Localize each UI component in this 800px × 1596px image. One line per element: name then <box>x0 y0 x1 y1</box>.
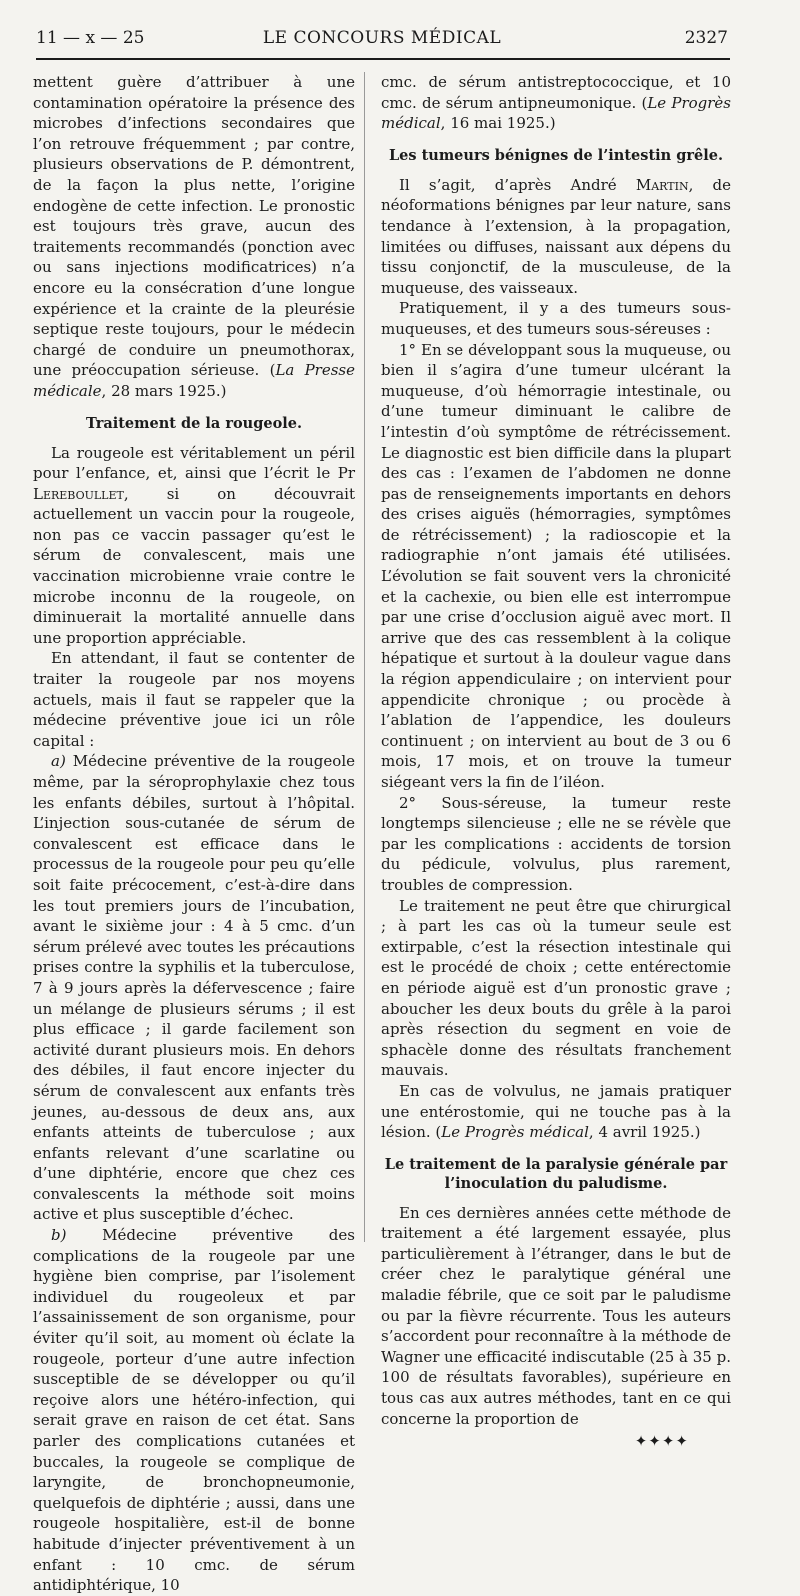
journal-title: LE CONCOURS MÉDICAL <box>262 28 502 48</box>
source-citation: Le Progrès médical <box>441 1123 589 1142</box>
paragraph: 1° En se développant sous la muqueuse, ou bien il s’agira d’une tumeur ulcérant la muqueuse, d’où hémorragie intestinale, ou d’une tumeur diminuant le calibre de l’intestin d’où symptôme de rétrécissement. Le diagnostic est bien difficile dans la plupart des cas : l’examen de l’abdomen ne donne pas de renseignements importants en dehors des crises aiguës (hémorragies, symptômes de rétrécissement) ; la radioscopie et la radiographie n’ont jamais été utilisées. L’évolution se fait souvent vers la chronicité et la cachexie, ou bien elle est interrompue par une crise d’occlusion aiguë avec mort. Il arrive que des cas ressemblent à la colique hépatique et surtout à la douleur vague dans la région appendiculaire ; on intervient pour appendicite chronique ; ou procède à l’ablation de l’appendice, les douleurs continuent ; on intervient au bout de 3 ou 6 mois, 17 mois, et on trouve la tumeur siégeant vers la fin de l’iléon. <box>381 340 731 791</box>
paragraph: a) Médecine préventive de la rougeole même, par la séroprophylaxie chez tous les enfants débiles, surtout à l’hôpital. L’injection sous-cutanée de sérum de convalescent est efficace dans le processus de la rougeole pour peu qu’elle soit faite précocement, c’est-à-dire dans les tout premiers jours de l’incubation, avant le sixième jour : 4 à 5 cmc. d’un sérum prélevé avec toutes les précautions prises contre la syphilis et la tuberculose, 7 à 9 jours après la défervescence ; faire un mélange de plusieurs sérums ; il est plus efficace ; il garde facilement son activité durant plusieurs mois. En dehors des débiles, il faut encore injecter du sérum de convalescent aux enfants très jeunes, au-dessous de deux ans, aux enfants atteints de tuberculose ; aux enfants relevant d’une scarlatine ou d’une diphtérie, encore que chez ces convalescents la méthode soit moins active et plus susceptible d’échec. <box>33 752 355 1224</box>
paragraph: Pratiquement, il y a des tumeurs sous-muqueuses, et des tumeurs sous-séreuses : <box>381 299 731 338</box>
page-number: 2327 <box>684 28 728 48</box>
paragraph: Il s’agit, d’après André Martin, de néoformations bénignes par leur nature, sans tendance à l’extension, à la propagation, limitées ou diffuses, naissant aux dépens du tissu conjonctif, de la musculeuse, de la muqueuse, des vaisseaux. <box>381 175 732 297</box>
page-header <box>36 28 728 54</box>
paragraph: En attendant, il faut se contenter de traiter la rougeole par nos moyens actuels, mais il faut se rappeler que la médecine préventive joue ici un rôle capital : <box>33 649 355 750</box>
author-name: Martin <box>635 175 689 194</box>
left-column <box>33 72 355 1596</box>
section-heading-paralysie: Le traitement de la paralysie générale par l’inoculation du paludisme. <box>384 1155 728 1192</box>
diamond-ornament-icon: ✦✦✦✦ <box>634 1432 689 1451</box>
paragraph: Le traitement ne peut être que chirurgical ; à part les cas où la tumeur seule est extirpable, c’est la résection intestinale qui est le procédé de choix ; cette entérectomie en période aiguë est d’un pronostic grave ; aboucher les deux bouts du grêle à la paroi après résection du segment en voie de sphacèle donne des résultats franchement mauvais. <box>381 896 731 1080</box>
paragraph: b) Médecine préventive des complications de la rougeole par une hygiène bien comprise, par l’isolement individuel du rougeoleux et par l’assainissement de son organisme, pour éviter qu’il soit, au moment où éclate la rougeole, porteur d’une autre infection susceptible de se développer ou qu’il reçoive alors une hétéro-infection, qui serait grave en raison de cet état. Sans parler des complications cutanées et buccales, la rougeole se complique de laryngite, de bronchopneumonie, quelquefois de diphtérie ; aussi, dans une rougeole hospitalière, est-il de bonne habitude d’injecter préventivement à un enfant : 10 cmc. de sérum antidiphtérique, 10 <box>33 1226 355 1595</box>
paragraph: En cas de volvulus, ne jamais pratiquer une entérostomie, qui ne touche pas à la lésion. (Le Progrès médical, 4 avril 1925.) <box>381 1081 731 1142</box>
section-heading-tumeurs: Les tumeurs bénignes de l’intestin grêle. <box>388 146 724 164</box>
paragraph: 2° Sous-séreuse, la tumeur reste longtemps silencieuse ; elle ne se révèle que par les complications : accidents de torsion du pédicule, volvulus, plus rarement, troubles de compression. <box>381 793 731 894</box>
section-heading-rougeole: Traitement de la rougeole. <box>85 414 303 432</box>
paragraph: cmc. de sérum antistreptococcique, et 10 cmc. de sérum antipneumonique. (Le Progrès médical, 16 mai 1925.) <box>381 73 731 133</box>
source-citation: Le Progrès médical <box>381 93 731 133</box>
author-name: Lereboullet <box>33 484 124 503</box>
right-column <box>381 72 731 1452</box>
column-divider <box>364 72 365 1242</box>
header-rule <box>36 58 730 60</box>
paragraph: En ces dernières années cette méthode de traitement a été largement essayée, plus particulièrement à l’étranger, dans le but de créer chez le paralytique général une maladie fébrile, que ce soit par le paludisme ou par la fièvre récurrente. Tous les auteurs s’accordent pour reconnaître à la méthode de Wagner une efficacité indiscutable (25 à 35 p. 100 de résultats favorables), supérieure en tous cas aux autres méthodes, tant en ce qui concerne la proportion de <box>381 1203 731 1428</box>
issue-date: 11 — x — 25 <box>36 28 145 48</box>
source-citation: La Presse médicale <box>33 361 356 400</box>
paragraph: La rougeole est véritablement un péril pour l’enfance, et, ainsi que l’écrit le Pr Lereboullet, si on découvrait actuellement un vaccin pour la rougeole, non pas ce vaccin passager qu’est le sérum de convalescent, mais une vaccination microbienne vraie contre le microbe inconnu de la rougeole, on diminuerait la mortalité annuelle dans une proportion appréciable. <box>33 443 355 647</box>
paragraph: mettent guère d’attribuer à une contamination opératoire la présence des microbes d’infections secondaires que l’on retrouve fréquemment ; par contre, plusieurs observations de P. démontrent, de la façon la plus nette, l’origine endogène de cette infection. Le pronostic est toujours très grave, aucun des traitements recommandés (ponction avec ou sans injections modificatrices) n’a encore eu la consécration d’une longue expérience et la crainte de la pleurésie septique reste toujours, pour le médecin chargé de conduire un pneumothorax, une préoccupation sérieuse. (La Presse médicale, 28 mars 1925.) <box>33 73 356 400</box>
